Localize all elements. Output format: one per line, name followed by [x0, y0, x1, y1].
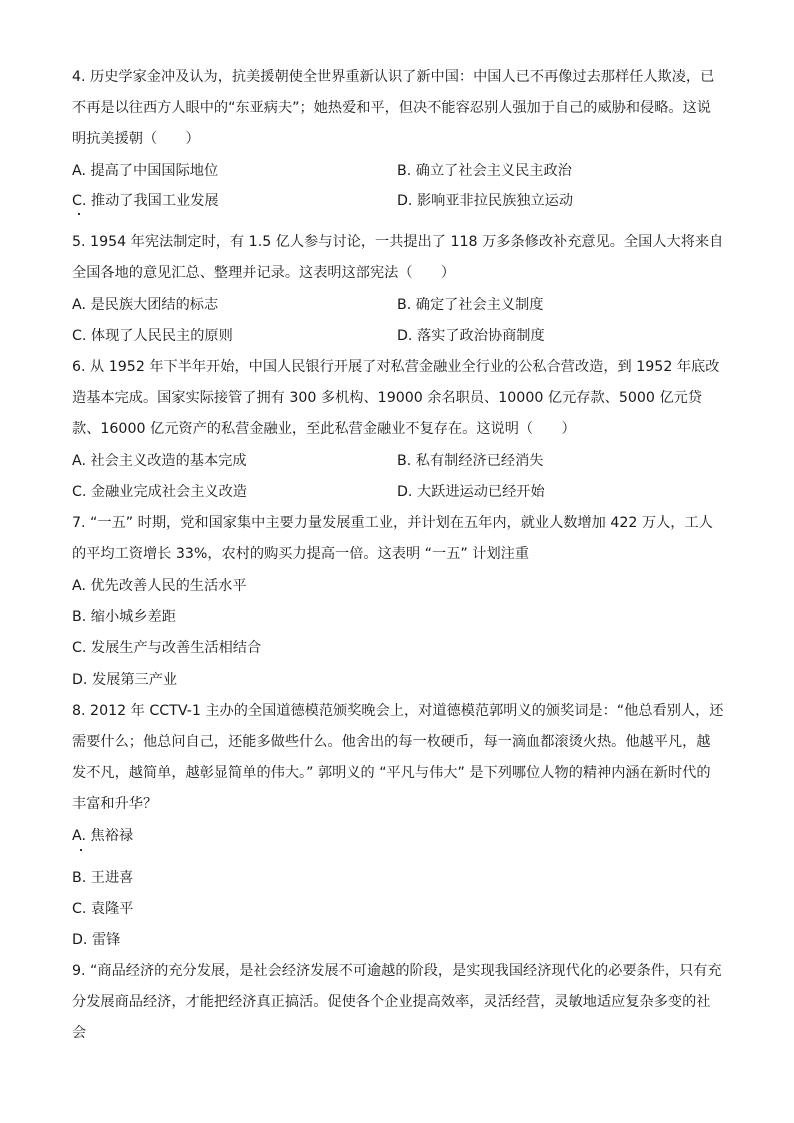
- question-6-option-d: D. 大跃进运动已经开始: [397, 484, 545, 500]
- question-6-option-a: A. 社会主义改造的基本完成: [72, 453, 247, 469]
- question-8-stem: 8. 2012 年 CCTV-1 主办的全国道德模范颁奖晚会上，对道德模范郭明义的颁奖词是：“他总看别人，还需要什么；他总问自己，还能多做些什么。他舍出的每一枚硬币，每一滴血都滚烫火热。他越平凡，越发不凡，越简单，越彰显简单的伟大。” 郭明义的 “平凡与伟大” 是下列哪位人物的精神内涵在新时代的丰富和升华？: [72, 703, 724, 812]
- question-6-option-b: B. 私有制经济已经消失: [397, 453, 544, 469]
- question-7-option-b: B. 缩小城乡差距: [72, 609, 176, 625]
- question-4-option-a: A. 提高了中国国际地位: [72, 163, 219, 179]
- question-6-stem: 6. 从 1952 年下半年开始，中国人民银行开展了对私营金融业全行业的公私合营改造，到 1952 年底改造基本完成。国家实际接管了拥有 300 多机构、19000 余名职员、10000 亿元存款、5000 亿元贷款、16000 亿元资产的私营金融业，至此私营金融业不复存在。这说明（ ）: [72, 359, 720, 437]
- question-8-option-b: B. 王进喜: [72, 870, 134, 886]
- question-8-option-d: D. 雷锋: [72, 932, 121, 948]
- question-5-option-c: C. 体现了人民民主的原则: [72, 328, 233, 344]
- question-5-option-b: B. 确定了社会主义制度: [397, 297, 544, 313]
- question-4-option-b: B. 确立了社会主义民主政治: [397, 163, 572, 179]
- question-7-option-d: D. 发展第三产业: [72, 672, 178, 688]
- question-5-stem: 5. 1954 年宪法制定时，有 1.5 亿人参与讨论，一共提出了 118 万多条修改补充意见。全国人大将来自全国各地的意见汇总、整理并记录。这表明这部宪法（ ）: [72, 234, 724, 281]
- question-8-option-a: A. 焦裕禄: [72, 828, 134, 844]
- question-6-option-c: C. 金融业完成社会主义改造: [72, 484, 247, 500]
- question-4-option-c: C. 推动了我国工业发展: [72, 193, 219, 209]
- question-7-stem: 7. “一五” 时期，党和国家集中主要力量发展重工业，并计划在五年内，就业人数增加 422 万人，工人的平均工资增长 33%，农村的购买力提高一倍。这表明 “一五” 计划注重: [72, 515, 713, 562]
- question-8-option-c: C. 袁隆平: [72, 901, 134, 917]
- stray-mark: [80, 849, 82, 851]
- question-9-stem: 9. “商品经济的充分发展，是社会经济发展不可逾越的阶段，是实现我国经济现代化的必要条件，只有充分发展商品经济，才能把经济真正搞活。促使各个企业提高效率，灵活经营，灵敏地适应复杂多变的社会: [72, 963, 722, 1041]
- question-5-option-a: A. 是民族大团结的标志: [72, 297, 219, 313]
- question-4-option-d: D. 影响亚非拉民族独立运动: [397, 193, 574, 209]
- stray-mark: [78, 213, 80, 215]
- question-5-option-d: D. 落实了政治协商制度: [397, 328, 545, 344]
- question-7-option-a: A. 优先改善人民的生活水平: [72, 578, 247, 594]
- question-7-option-c: C. 发展生产与改善生活相结合: [72, 640, 262, 656]
- question-4-stem: 4. 历史学家金冲及认为，抗美援朝使全世界重新认识了新中国：中国人已不再像过去那样任人欺凌，已不再是以往西方人眼中的“东亚病夫”；她热爱和平，但决不能容忍别人强加于自己的威胁和侵略。这说明抗美援朝（ ）: [72, 69, 715, 147]
